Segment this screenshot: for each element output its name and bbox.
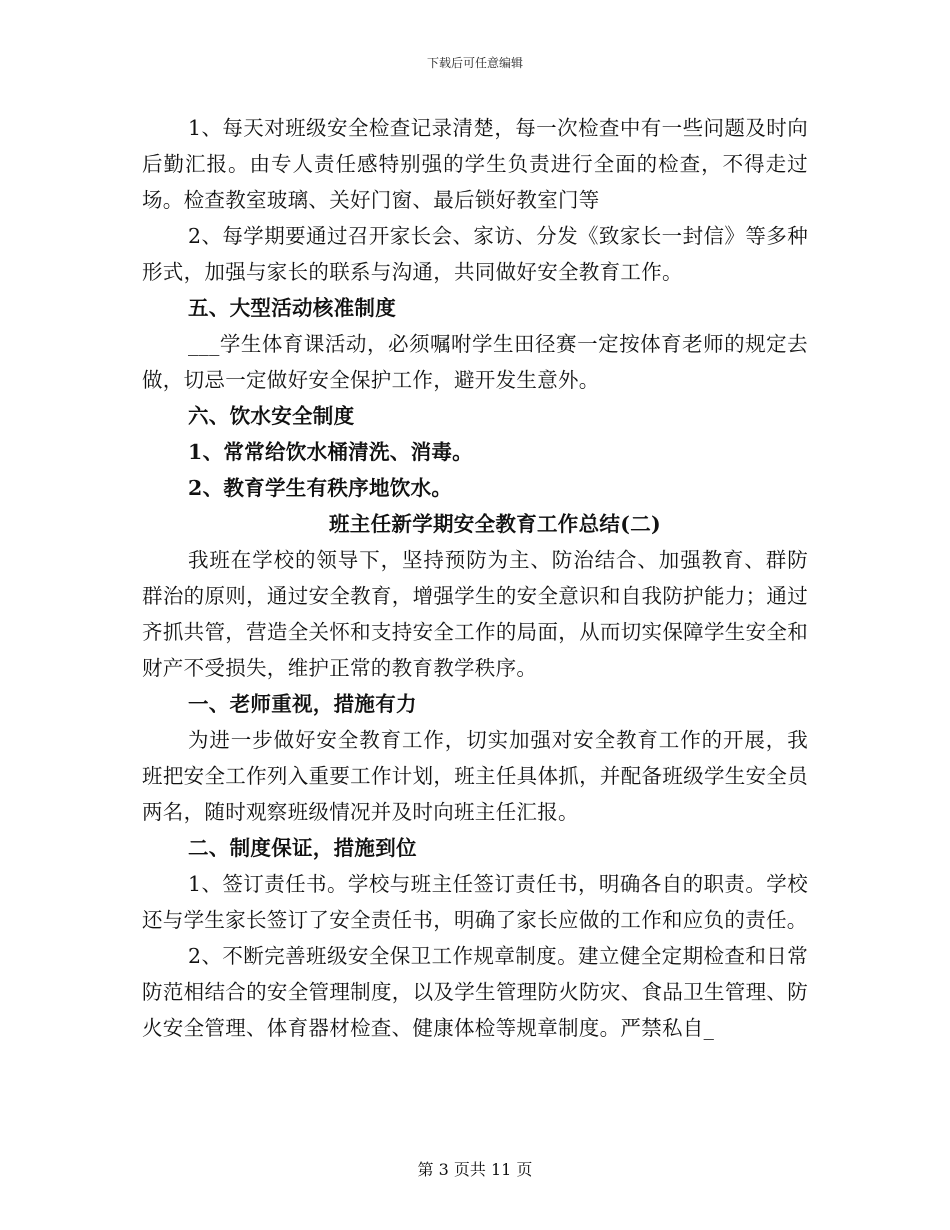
- paragraph: 1、常常给饮水桶清洗、消毒。: [188, 440, 473, 464]
- paragraph: 2、不断完善班级安全保卫工作规章制度。建立健全定期检查和日常防范相结合的安全管理制度，以及学生管理防火防灾、食品卫生管理、防火安全管理、体育器材检查、健康体检等规章制度。严禁私自_: [142, 944, 808, 1040]
- paragraph: 为进一步做好安全教育工作，切实加强对安全教育工作的开展，我班把安全工作列入重要工作计划，班主任具体抓，并配备班级学生安全员两名，随时观察班级情况并及时向班主任汇报。: [142, 728, 808, 824]
- paragraph: 我班在学校的领导下，坚持预防为主、防治结合、加强教育、群防群治的原则，通过安全教育，增强学生的安全意识和自我防护能力；通过齐抓共管，营造全关怀和支持安全工作的局面，从而切实保障学生安全和财产不受损失，维护正常的教育教学秩序。: [142, 548, 808, 680]
- page-footer: 第 3 页共 11 页: [417, 1160, 533, 1179]
- section-heading: 五、大型活动核准制度: [188, 296, 396, 320]
- section-heading: 一、老师重视，措施有力: [188, 692, 417, 716]
- paragraph: ___学生体育课活动，必须嘱咐学生田径赛一定按体育老师的规定去做，切忌一定做好安全保护工作，避开发生意外。: [142, 332, 808, 392]
- section-heading: 六、饮水安全制度: [188, 404, 355, 428]
- document-body: [142, 110, 808, 1046]
- document-title: 班主任新学期安全教育工作总结(二): [329, 512, 661, 536]
- paragraph: 1、签订责任书。学校与班主任签订责任书，明确各自的职责。学校还与学生家长签订了安全责任书，明确了家长应做的工作和应负的责任。: [142, 872, 808, 932]
- paragraph: 2、教育学生有秩序地饮水。: [188, 476, 453, 500]
- section-heading: 二、制度保证，措施到位: [188, 836, 417, 860]
- paragraph: 2、每学期要通过召开家长会、家访、分发《致家长一封信》等多种形式，加强与家长的联系与沟通，共同做好安全教育工作。: [142, 224, 808, 284]
- paragraph: 1、每天对班级安全检查记录清楚，每一次检查中有一些问题及时向后勤汇报。由专人责任感特别强的学生负责进行全面的检查，不得走过场。检查教室玻璃、关好门窗、最后锁好教室门等: [142, 116, 808, 212]
- page-header: 下载后可任意编辑: [426, 56, 523, 70]
